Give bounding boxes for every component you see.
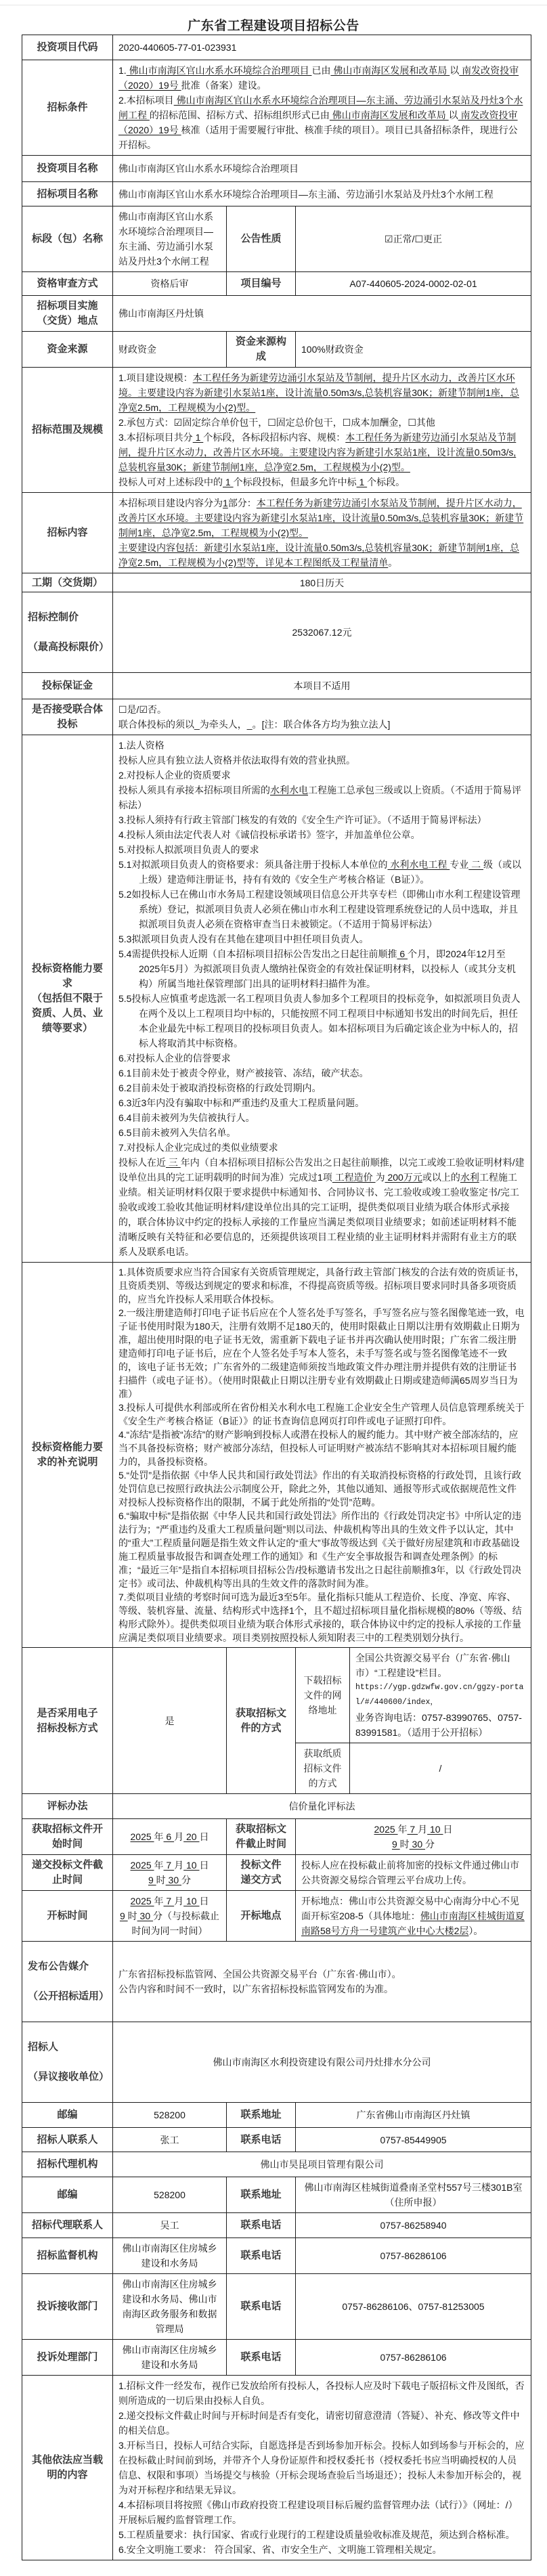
row-tenderer: [22, 2022, 531, 2103]
paragraph: 2025 年 7 月 10 日: [130, 1896, 209, 1906]
label-bid-bond: 投标保证金: [22, 673, 113, 699]
underlined-value: 9: [148, 1875, 156, 1885]
underlined-value: 9: [391, 1839, 400, 1850]
underlined-value: 6: [397, 948, 408, 959]
supplement-value: [113, 1263, 531, 1648]
underlined-value: 2025: [130, 1831, 154, 1842]
obtain-start-value: 2025 年 6 月 20 日: [113, 1819, 227, 1855]
underlined-value: 佛山市南海区官山水系水环境综合治理项目—东主涌、劳边涌引水泵站及丹灶3个水闸工程: [118, 95, 523, 121]
label-control-price: [22, 592, 113, 673]
underlined-value: 佛山市南海区桂城街道夏南路58号方舟一号建筑产业中心大楼2层: [301, 1911, 525, 1936]
agency-value: 佛山市昊昆项目管理有限公司: [113, 2152, 531, 2177]
underlined-value: 30: [165, 1875, 182, 1885]
consortium-value: [113, 699, 531, 735]
page-title: 广东省工程建设项目招标公告: [188, 19, 359, 33]
underlined-value: 工程造价: [332, 1172, 376, 1183]
paragraph: 5.3拟派项目负责人没有在其他在建项目中担任项目负责人。: [118, 934, 369, 944]
label-complaint-receive: 投诉接收部门: [22, 2274, 113, 2340]
label-obtain-end: 获取招标文件截止时间: [227, 1819, 296, 1855]
label-qualification-review: 资格审查方式: [22, 272, 113, 296]
paragraph: 公告内容和时间不一致时，以广东省招标投标监管网发布的为准。: [118, 1984, 393, 1994]
paragraph: 5.5投标人应慎重考虑选派一名工程项目负责人参加多个工程项目的投标竞争，如拟派项目负责人在两个及以上工程项目均中标的，只能按照不同工程项目中标通知书发出的时间先后，担任本企业最先中标工程项目的投标项目负责人。如本招标项目为后确定该企业为中标人的，招标人将取消其中标资格。: [118, 993, 521, 1049]
underlined-value: 1: [356, 477, 368, 487]
paragraph: 1.具体资质要求应当符合国家有关资质管理规定，具备行政主管部门核发的合法有效的资质证书，且资质类别、等级达到规定的要求和标准，不得提高资质等级。招标项目要求同时具备多项资质的，应当允许投标人采用联合体投标。: [118, 1267, 525, 1305]
underlined-value: 佛山市南海区官山水系水环境综合治理项目: [126, 65, 312, 76]
opening-place-value: 开标地点：佛山市公共资源交易中心南海分中心不见面开标室208-5（具体地址：佛山市南海区桂城街道夏南路58号方舟一号建筑产业中心大楼2层）。: [296, 1891, 531, 1942]
paragraph: 投标人应具有独立法人资格并依法取得有效的营业执照。: [118, 755, 355, 766]
label-main: 招标控制价: [28, 611, 79, 623]
underlined-value: 7: [407, 1824, 418, 1835]
row-complaint-handle: [22, 2340, 531, 2376]
row-tender-conditions: [22, 60, 531, 156]
paragraph: 1.项目建设规模：本工程任务为新建劳边涌引水泵站及节制闸，提升片区水动力，改善片区水环境。主要建设内容为新建引水泵站1座，设计流量0.50m3/s,总装机容量30K；新建节制闸1座，总净宽2.5m，工程规模为小(2)型。: [118, 372, 519, 413]
complaint-handle-phone-value: 0757-86286106: [296, 2340, 531, 2376]
paragraph: 4.投标人须由法定代表人对《诚信投标承诺书》签字，并加盖单位公章。: [118, 829, 420, 840]
label-obtain-start: 获取招标文件开始时间: [22, 1819, 113, 1855]
label-supplement: 投标资格能力要求的补充说明: [22, 1263, 113, 1648]
label-sub: （最高投标限价）: [28, 641, 110, 653]
underlined-value: 二: [468, 859, 484, 870]
row-qualification-review: [22, 272, 531, 296]
underlined-value: 20: [183, 1831, 200, 1842]
label-paper-documents: 获取纸质招标文件的方式: [296, 1743, 350, 1794]
tenderer-phone-value: 0757-85449905: [296, 2128, 531, 2152]
funding-composition-value: 100%财政资金: [296, 332, 531, 368]
underlined-value: 佛山市南海区发展和改革局: [329, 110, 449, 121]
tenderer-address-value: 广东省佛山市南海区丹灶镇: [296, 2103, 531, 2128]
row-tender-project-name: [22, 182, 531, 206]
lot-name-value: 佛山市南海区官山水系水环境综合治理项目—东主涌、劳边涌引水泵站及丹灶3个水闸工程: [113, 206, 227, 272]
row-submit: [22, 1855, 531, 1891]
download-address-value: [350, 1648, 531, 1743]
paragraph: 6.3近3年内没有骗取中标和严重违约及重大工程质量问题。: [118, 1097, 365, 1108]
investment-code-value: 2020-440605-77-01-023931: [113, 35, 531, 60]
paragraph: 7.类似项目业绩的考察时间可选为最近3至5年。量化指标只能从工程造价、长度、净宽、库容、等级、装机容量、流量、结构形式中选择1个，且不超过招标项目量化指标规模的80%（等级、结构形式除外）。提供类似项目业绩为联合体形式承接的，联合体协议中约定的投标人承接的工作量应满足类似项目业绩要求。项目类别按照投标人须知附表三中的工程类别划分执行。: [118, 1592, 522, 1643]
funding-source-value: 财政资金: [113, 332, 227, 368]
paragraph: 投标人在近 三 年内（自本招标项目招标公告发出之日起往前顺推，以完工或竣工验收证明材料/建设单位出具的完工证明载明的时间为准）完成过1项 工程造价 为 200万元或以上的水利工程施工业绩。相关证明材料仅限于要求提供中标通知书、合同协议书、完工验收或竣工验收鉴定书/完工验收或竣工验收其他证明材料/建设单位出具的完工证明，提供类似项目业绩为联合体形式承接的，联合体协议中约定的投标人承接的工作量应当满足类似项目业绩要求；如前述证明材料不能清晰反映有关特征和必要信息的，还须提供该项目工程业绩的业主证明材料并需附有业主方的联系人及联系电话。: [118, 1157, 525, 1257]
label-sub: （公开招标适用）: [28, 1990, 110, 2002]
qualification-general-items: [118, 738, 525, 857]
paragraph: 9 时 30 分（与投标截止时间为同一时间）: [119, 1911, 220, 1936]
e-bidding-value: 是: [113, 1648, 227, 1794]
label-qualification: 投标资格能力要求 （包括但不限于资质、人员、业绩等要求）: [22, 735, 113, 1263]
qualification-credit-items: [118, 1051, 525, 1259]
row-supplement: [22, 1263, 531, 1648]
paragraph: 5.工程质量要求：执行国家、省或行业现行的工程建设质量验收标准及规范，须达到合格标准。: [118, 2529, 515, 2540]
tender-conditions-value: [113, 60, 531, 156]
label-agency-phone: 联系电话: [227, 2213, 296, 2238]
page-bottom-spacer: [0, 2560, 547, 2576]
investment-project-name-value: 佛山市南海区官山水系水环境综合治理项目: [113, 156, 531, 182]
row-agency: [22, 2152, 531, 2177]
row-opening: [22, 1891, 531, 1942]
underlined-value: 南发改资投审（2020）19号: [118, 65, 519, 91]
complaint-handle-value: 佛山市南海区住房城乡建设和水务局: [113, 2340, 227, 2376]
paragraph: 2.承包方式：☑固定综合单价包干，☐固定总价包干，☐成本加酬金，☐其他: [118, 417, 435, 428]
row-e-bidding: [22, 1648, 531, 1743]
underlined-value: 三: [166, 1157, 181, 1168]
paragraph: 2.对投标人企业的资质要求: [118, 770, 231, 781]
supervision-value: 佛山市南海区住房城乡建设和水务局: [113, 2238, 227, 2274]
label-supervision: 招标监督机构: [22, 2238, 113, 2274]
row-funding: [22, 332, 531, 368]
paragraph: 6.2目前未处于被取消投标资格的行政处罚期内。: [118, 1083, 322, 1093]
project-number-value: A07-440605-2024-0002-02-01: [296, 272, 531, 296]
row-agency-contact: [22, 2213, 531, 2238]
tenderer-postcode-value: 528200: [113, 2103, 227, 2128]
label-content: 招标内容: [22, 493, 113, 573]
row-agency-postcode: [22, 2177, 531, 2213]
label-tenderer-address: 联系地址: [227, 2103, 296, 2128]
qualification-review-value: 资格后审: [113, 272, 227, 296]
label-download-address: 下载招标文件的网络地址: [296, 1648, 350, 1743]
paragraph: 9 时 30 分: [148, 1875, 192, 1885]
underlined-value: 水利水电: [270, 785, 308, 795]
paragraph: 1.招标文件一经发布，视作已发放给所有投标人，各投标人应及时下载电子版招标文件及图纸，否则所造成的一切后果由投标人自负。: [118, 2380, 525, 2406]
bid-bond-value: 本项目不适用: [113, 673, 531, 699]
content-value: [113, 493, 531, 573]
agency-address-value: 佛山市南海区桂城街道叠南圣堂村557号三楼301B室（住所申报）: [296, 2177, 531, 2213]
label-notice-type: 公告性质: [227, 206, 296, 272]
row-location: [22, 296, 531, 332]
paragraph: 联合体投标的须以_为牵头人，_。[注：联合体各方均为独立法人]: [118, 719, 391, 730]
paragraph: 5.4需提供投标人近期（自本招标项目招标公告发出之日起往前顺推 6 个月，即2024年12月至2025年5月）为拟派项目负责人缴纳社保资金的有效社保证明材料，以投标人（或其分支机构）所属当地社保管理部门出具的证明材料扫描件为准。: [118, 948, 516, 989]
duration-value: 180日历天: [113, 573, 531, 592]
label-opening-time: 开标时间: [22, 1891, 113, 1942]
row-complaint-receive: [22, 2274, 531, 2340]
row-investment-code: [22, 35, 531, 60]
underlined-value: 2025: [130, 1896, 154, 1906]
notice-type-value: ☑正常/☐更正: [296, 206, 531, 272]
row-investment-project-name: [22, 156, 531, 182]
row-bid-bond: [22, 673, 531, 699]
label-e-bidding: 是否采用电子 招标投标方式: [22, 1648, 113, 1794]
underlined-value: 本工程任务为新建劳边涌引水泵站及节制闸，提升片区水动力，改善片区水环境。主要建设内容为新建引水泵站1座，设计流量0.50m3/s,总装机容量30K；新建节制闸1座，总净宽2.5m，工程规模为小(2)型。: [118, 432, 517, 473]
platform-text: 全国公共资源交易平台（广东省·佛山市）“工程建设”栏目。: [355, 1653, 510, 1678]
location-value: 佛山市南海区丹灶镇: [113, 296, 531, 332]
paragraph: 2.本招标项目 佛山市南海区官山水系水环境综合治理项目—东主涌、劳边涌引水泵站及丹灶3个水闸工程 的招标范围、招标方式、招标组织形式已由 佛山市南海区发展和改革局 以 南发改资投审（2020）19号 核准（适用于需要履行审批、核准手续的项目）。项目已具备招标条件，现进行公开招标。: [118, 95, 523, 150]
underlined-value: 6: [163, 1831, 175, 1842]
paragraph: 5.对投标人拟派项目负责人的要求: [118, 844, 259, 855]
label-complaint-receive-phone: 联系电话: [227, 2274, 296, 2340]
row-evaluation: [22, 1794, 531, 1819]
hotline-text: 业务咨询电话：0757-83990765、0757-83991581。（适用于公开招标）: [355, 1712, 522, 1738]
label-consortium: 是否接受联合体 投标: [22, 699, 113, 735]
paragraph: 2.递交投标文件截止时间与开标时间是否有变化，请密切留意澄清（答疑）、补充、修改等文件中的相关信息。: [118, 2410, 520, 2436]
label-agency-postcode: 邮编: [22, 2177, 113, 2213]
row-duration: [22, 573, 531, 592]
evaluation-value: 信价量化评标法: [113, 1794, 531, 1819]
row-media: [22, 1942, 531, 2022]
label-tenderer: [22, 2022, 113, 2103]
paragraph: 5.1对拟派项目负责人的资格要求：须具备注册于投标人本单位的 水利水电工程 专业 二 级（或以上级）建造师注册证书，持有有效的《安全生产考核合格证（B证）》。: [118, 859, 522, 885]
underlined-value: 10: [183, 1896, 200, 1906]
underlined-value: 10: [183, 1860, 200, 1871]
label-investment-project-name: 投资项目名称: [22, 156, 113, 182]
download-url: https://ygp.gdzwfw.gov.cn/ggzy-portal/#/440600/index，: [355, 1683, 524, 1707]
tenderer-value: 佛山市南海区水利投资建设有限公司丹灶排水分公司: [113, 2022, 531, 2103]
underlined-value: 水利水电工程: [387, 859, 450, 870]
label-tender-conditions: 招标条件: [22, 60, 113, 156]
tender-notice-table: [22, 35, 531, 2560]
row-scope: [22, 368, 531, 493]
paragraph: 投标人须具有承接本招标项目所需的水利水电工程施工总承包三级或以上资质。（不适用于简易评标法）: [118, 785, 521, 810]
row-content: [22, 493, 531, 573]
paragraph: 2025 年 7 月 10 日: [374, 1824, 453, 1835]
underlined-value: 1: [192, 432, 204, 443]
supervision-phone-value: 0757-86286106: [296, 2238, 531, 2274]
label-main: 招标人: [28, 2041, 59, 2053]
underlined-value: 1: [223, 477, 234, 487]
underlined-value: 本工程任务为新建劳边涌引水泵站及节制闸，提升片区水动力，改善片区水环境。主要建设内容为新建引水泵站1座，设计流量0.50m3/s,总装机容量30K；新建节制闸1座，总净宽2.5m，工程规模为小(2)型。: [118, 498, 524, 538]
label-media: [22, 1942, 113, 2022]
underlined-value: 2025: [374, 1824, 398, 1835]
underlined-value: 9: [119, 1911, 128, 1921]
qualification-manager-items: [118, 857, 525, 1051]
media-value: [113, 1942, 531, 2022]
paragraph: 主要建设内容包括：新建引水泵站1座，设计流量0.50m3/s,总装机容量30K；新建节制闸1座，总净宽2.5m，工程规模为小(2)型等，详见本工程图纸及工程量清单。: [118, 542, 519, 568]
underlined-value: 10: [427, 1824, 443, 1835]
paragraph: 3.本招标项目共分 1 个标段，各标段招标内容、规模：本工程任务为新建劳边涌引水泵站及节制闸，提升片区水动力，改善片区水环境。主要建设内容为新建引水泵站1座，设计流量0.50m3/s,总装机容量30K；新建节制闸1座，总净宽2.5m，工程规模为小(2)型。: [118, 432, 517, 473]
underlined-value: 佛山市南海区发展和改革局: [330, 65, 450, 76]
label-lot-name: 标段（包）名称: [22, 206, 113, 272]
paragraph: ☐是/☑否。: [118, 704, 167, 715]
paragraph: 4.本招标项目将按照《佛山市政府投资工程建设项目标后履约监督管理办法（试行）》（网址：/）开展标后履约监督管理工作。: [118, 2499, 518, 2525]
agency-postcode-value: 528200: [113, 2177, 227, 2213]
paragraph: 3.开标当日，投标人可结合实际，自愿选择是否到场参加开标会。投标人如到场参与开标会的，应在投标截止时间前到场，并带齐个人身份证原件和授权委托书（授权委托书应当明确授权的人员信息、权限和事项）当场提交与核验（开标会现场查验后当场退还）；投标人未参加开标会的，视为对开标程序和结果无异议。: [118, 2440, 525, 2495]
opening-time-value: [113, 1891, 227, 1942]
row-other: [22, 2376, 531, 2560]
paragraph: 6.4目前未被列为失信被执行人。: [118, 1112, 255, 1123]
submit-deadline-value: [113, 1855, 227, 1891]
label-scope: 招标范围及规模: [22, 368, 113, 493]
label-duration: 工期（交货期）: [22, 573, 113, 592]
underlined-value: 200万元: [385, 1172, 422, 1183]
other-value: [113, 2376, 531, 2560]
paragraph: 4.“冻结”是指被“冻结”的财产影响到投标人或潜在投标人的履约能力。其中财产被全部冻结的，应当不具备投标资格；财产被部分冻结，但投标人可证明财产被冻结不影响其对本招标项目履约能力的，具备投标资格。: [118, 1429, 519, 1467]
paragraph: 6.对投标人企业的信誉要求: [118, 1053, 231, 1064]
label-submit-deadline: 递交投标文件截止时间: [22, 1855, 113, 1891]
label-tenderer-phone: 联系电话: [227, 2128, 296, 2152]
paper-documents-value: /: [350, 1743, 531, 1794]
paragraph: 3.投标人可提供水利部或所在省份相关水利水电工程施工企业安全生产管理人员信息管理系统关于《安全生产考核合格证（B证）》的证书查询信息网页打印件或电子证照打印件。: [118, 1402, 525, 1426]
tender-project-name-value: 佛山市南海区官山水系水环境综合治理项目—东主涌、劳边涌引水泵站及丹灶3个水闸工程: [113, 182, 531, 206]
row-control-price: [22, 592, 531, 673]
label-agency-contact: 招标代理联系人: [22, 2213, 113, 2238]
complaint-receive-phone-value: 0757-86286106、0757-81253005: [296, 2274, 531, 2340]
label-evaluation: 评标办法: [22, 1794, 113, 1819]
row-obtain-time: [22, 1819, 531, 1855]
paragraph: 广东省招标投标监管网、全国公共资源交易平台（广东省·佛山市）。: [118, 1969, 401, 1980]
label-investment-code: 投资项目代码: [22, 35, 113, 60]
paragraph: 1. 佛山市南海区官山水系水环境综合治理项目 已由 佛山市南海区发展和改革局 以 南发改资投审（2020）19号 批准（备案）建设。: [118, 65, 519, 91]
paragraph: 投标人可对上述标段中的 1 个标段投标，但最多允许中标 1 个标段。: [118, 477, 406, 487]
label-funding-composition: 资金来源构成: [227, 332, 296, 368]
paragraph: 3.投标人须持有行政主管部门核发的有效的《安全生产许可证》。（不适用于简易评标法）: [118, 814, 487, 825]
agency-contact-value: 吴工: [113, 2213, 227, 2238]
obtain-end-value: [296, 1819, 531, 1855]
paragraph: 2025 年 7 月 10 日: [130, 1860, 209, 1871]
row-lot: [22, 206, 531, 272]
underlined-value: 南发改资投审（2020）19号: [118, 110, 518, 135]
label-tender-project-name: 招标项目名称: [22, 182, 113, 206]
label-sub: （异议接收单位）: [28, 2071, 110, 2082]
label-agency: 招标代理机构: [22, 2152, 113, 2177]
paragraph: 本招标项目建设内容分为1部分：本工程任务为新建劳边涌引水泵站及节制闸，提升片区水动力，改善片区水环境。主要建设内容为新建引水泵站1座，设计流量0.50m3/s,总装机容量30K；新建节制闸1座，总净宽2.5m，工程规模为小(2)型。: [118, 498, 524, 538]
label-main: 发布公告媒介: [28, 1961, 89, 1972]
control-price-value: 2532067.12元: [113, 592, 531, 673]
paragraph: 6.安全文明施工要求： 符合国家、省、市安全生产、文明施工管理相关规定。: [118, 2544, 442, 2555]
label-tenderer-postcode: 邮编: [22, 2103, 113, 2128]
paragraph: 6.1目前未处于被责令停业，财产被接管、冻结，破产状态。: [118, 1068, 369, 1078]
paragraph: 6.“骗取中标”是指依据《中华人民共和国行政处罚法》所作出的《行政处罚决定书》中所认定的违法行为；“严重违约及重大工程质量问题”则以司法、仲裁机构等出具的生效文件予以认定，其中的“重大”工程质量问题是指生效文件认定的“重大”事故等级达到《关于做好房屋建筑和市政基础设施工程质量事故报告和调查处理工作的通知》和《生产安全事故报告和调查处理条例》的标准；“最近三年”是指自本招标项目招标公告/投标邀请书发出之日起往前顺推3年，以《行政处罚决定书》或司法、仲裁机构等出具的生效文件的落款时间为准。: [118, 1510, 521, 1589]
scope-value: [113, 368, 531, 493]
label-obtain-method: 获取招标文件的方式: [227, 1648, 296, 1794]
label-supervision-phone: 联系电话: [227, 2238, 296, 2274]
underlined-value: 30: [137, 1911, 154, 1921]
label-complaint-handle-phone: 联系电话: [227, 2340, 296, 2376]
paragraph: 5.2如投标人已在佛山市水务局工程建设领域项目信息公开共享专栏（即佛山市水利工程建设管理系统）登记，拟派项目负责人必须在佛山市水利工程建设管理系统登记的人员中选取，并且拟派项目负责人必须在资格审查当日未被锁定。（不适用于简易评标法）: [118, 889, 521, 930]
tenderer-contact-value: 张工: [113, 2128, 227, 2152]
row-qualification: [22, 735, 531, 1263]
row-tenderer-postcode: [22, 2103, 531, 2128]
row-supervision: [22, 2238, 531, 2274]
paragraph: 6.5目前未被列入失信名单。: [118, 1127, 236, 1138]
underlined-value: 30: [409, 1839, 426, 1850]
row-tenderer-contact: [22, 2128, 531, 2152]
label-tenderer-contact: 招标人联系人: [22, 2128, 113, 2152]
paragraph: 1.法人资格: [118, 740, 165, 751]
underlined-value: 7: [163, 1896, 175, 1906]
label-submit-method: 投标文件 递交方式: [227, 1855, 296, 1891]
underlined-value: 水利: [460, 1172, 479, 1183]
label-opening-place: 开标地点: [227, 1891, 296, 1942]
label-location: 招标项目实施 （交货）地点: [22, 296, 113, 332]
underlined-value: 本工程任务为新建劳边涌引水泵站及节制闸，提升片区水动力，改善片区水环境。主要建设内容为新建引水泵站1座，设计流量0.50m3/s,总装机容量30K；新建节制闸1座，总净宽2.5m，工程规模为小(2)型。: [118, 372, 519, 413]
underlined-value: 2025: [130, 1860, 154, 1871]
underlined-value: 主要建设内容包括：新建引水泵站1座，设计流量0.50m3/s,总装机容量30K；新建节制闸1座，总净宽2.5m，工程规模为小(2)型等，详见本工程图纸及工程量清单: [118, 542, 519, 568]
paragraph: 5.“处罚”是指依据《中华人民共和国行政处罚法》作出的有关取消投标资格的行政处罚，且该行政处罚信息已按照行政执法公示制度公开，除此之外，其他以通知、通报等形式或依据规范性文件对投标人投标资格作出的限制，不属于此处所指的“处罚”范畴。: [118, 1470, 521, 1508]
paragraph: 2.一级注册建造师打印电子证书后应在个人签名处手写签名，手写签名应与签名图像笔迹一致，电子证书使用时限为180天，注册有效期不足180天的，使用时限截止日期以注册有效期截止日期为准，超出使用时限的电子证书无效，需重新下载电子证书并再次确认使用时限；广东省二级注册建造师打印电子证书后，应在个人签名处手写本人签名，未手写签名或与签名图像笔迹不一致的，该电子证书无效；广东省外的二级建造师须按当地政策文件办理注册并提供有效的注册证书扫描件（或电子证书）。（使用时限截止日期以注册专业有效期截止日期或建造师满65周岁当日为准）: [118, 1307, 525, 1399]
label-other: 其他依法应当载明的内容: [22, 2376, 113, 2560]
label-funding-source: 资金来源: [22, 332, 113, 368]
complaint-receive-value: 佛山市南海区住房城乡建设和水务局、佛山市南海区政务服务和数据管理局: [113, 2274, 227, 2340]
agency-phone-value: 0757-86258940: [296, 2213, 531, 2238]
qualification-value: [113, 735, 531, 1263]
row-consortium: [22, 699, 531, 735]
underlined-value: 7: [163, 1860, 175, 1871]
label-project-number: 项目编号: [227, 272, 296, 296]
label-complaint-handle: 投诉处理部门: [22, 2340, 113, 2376]
paragraph: 7.对投标人企业完成过的类似业绩要求: [118, 1142, 278, 1153]
label-agency-address: 联系地址: [227, 2177, 296, 2213]
paragraph: 9 时 30 分: [391, 1839, 435, 1850]
underlined-value: 1: [223, 498, 228, 508]
submit-method-value: 投标人应在投标截止前将加密的投标文件通过佛山市公共资源交易综合管理云平台成功上传。: [296, 1855, 531, 1891]
